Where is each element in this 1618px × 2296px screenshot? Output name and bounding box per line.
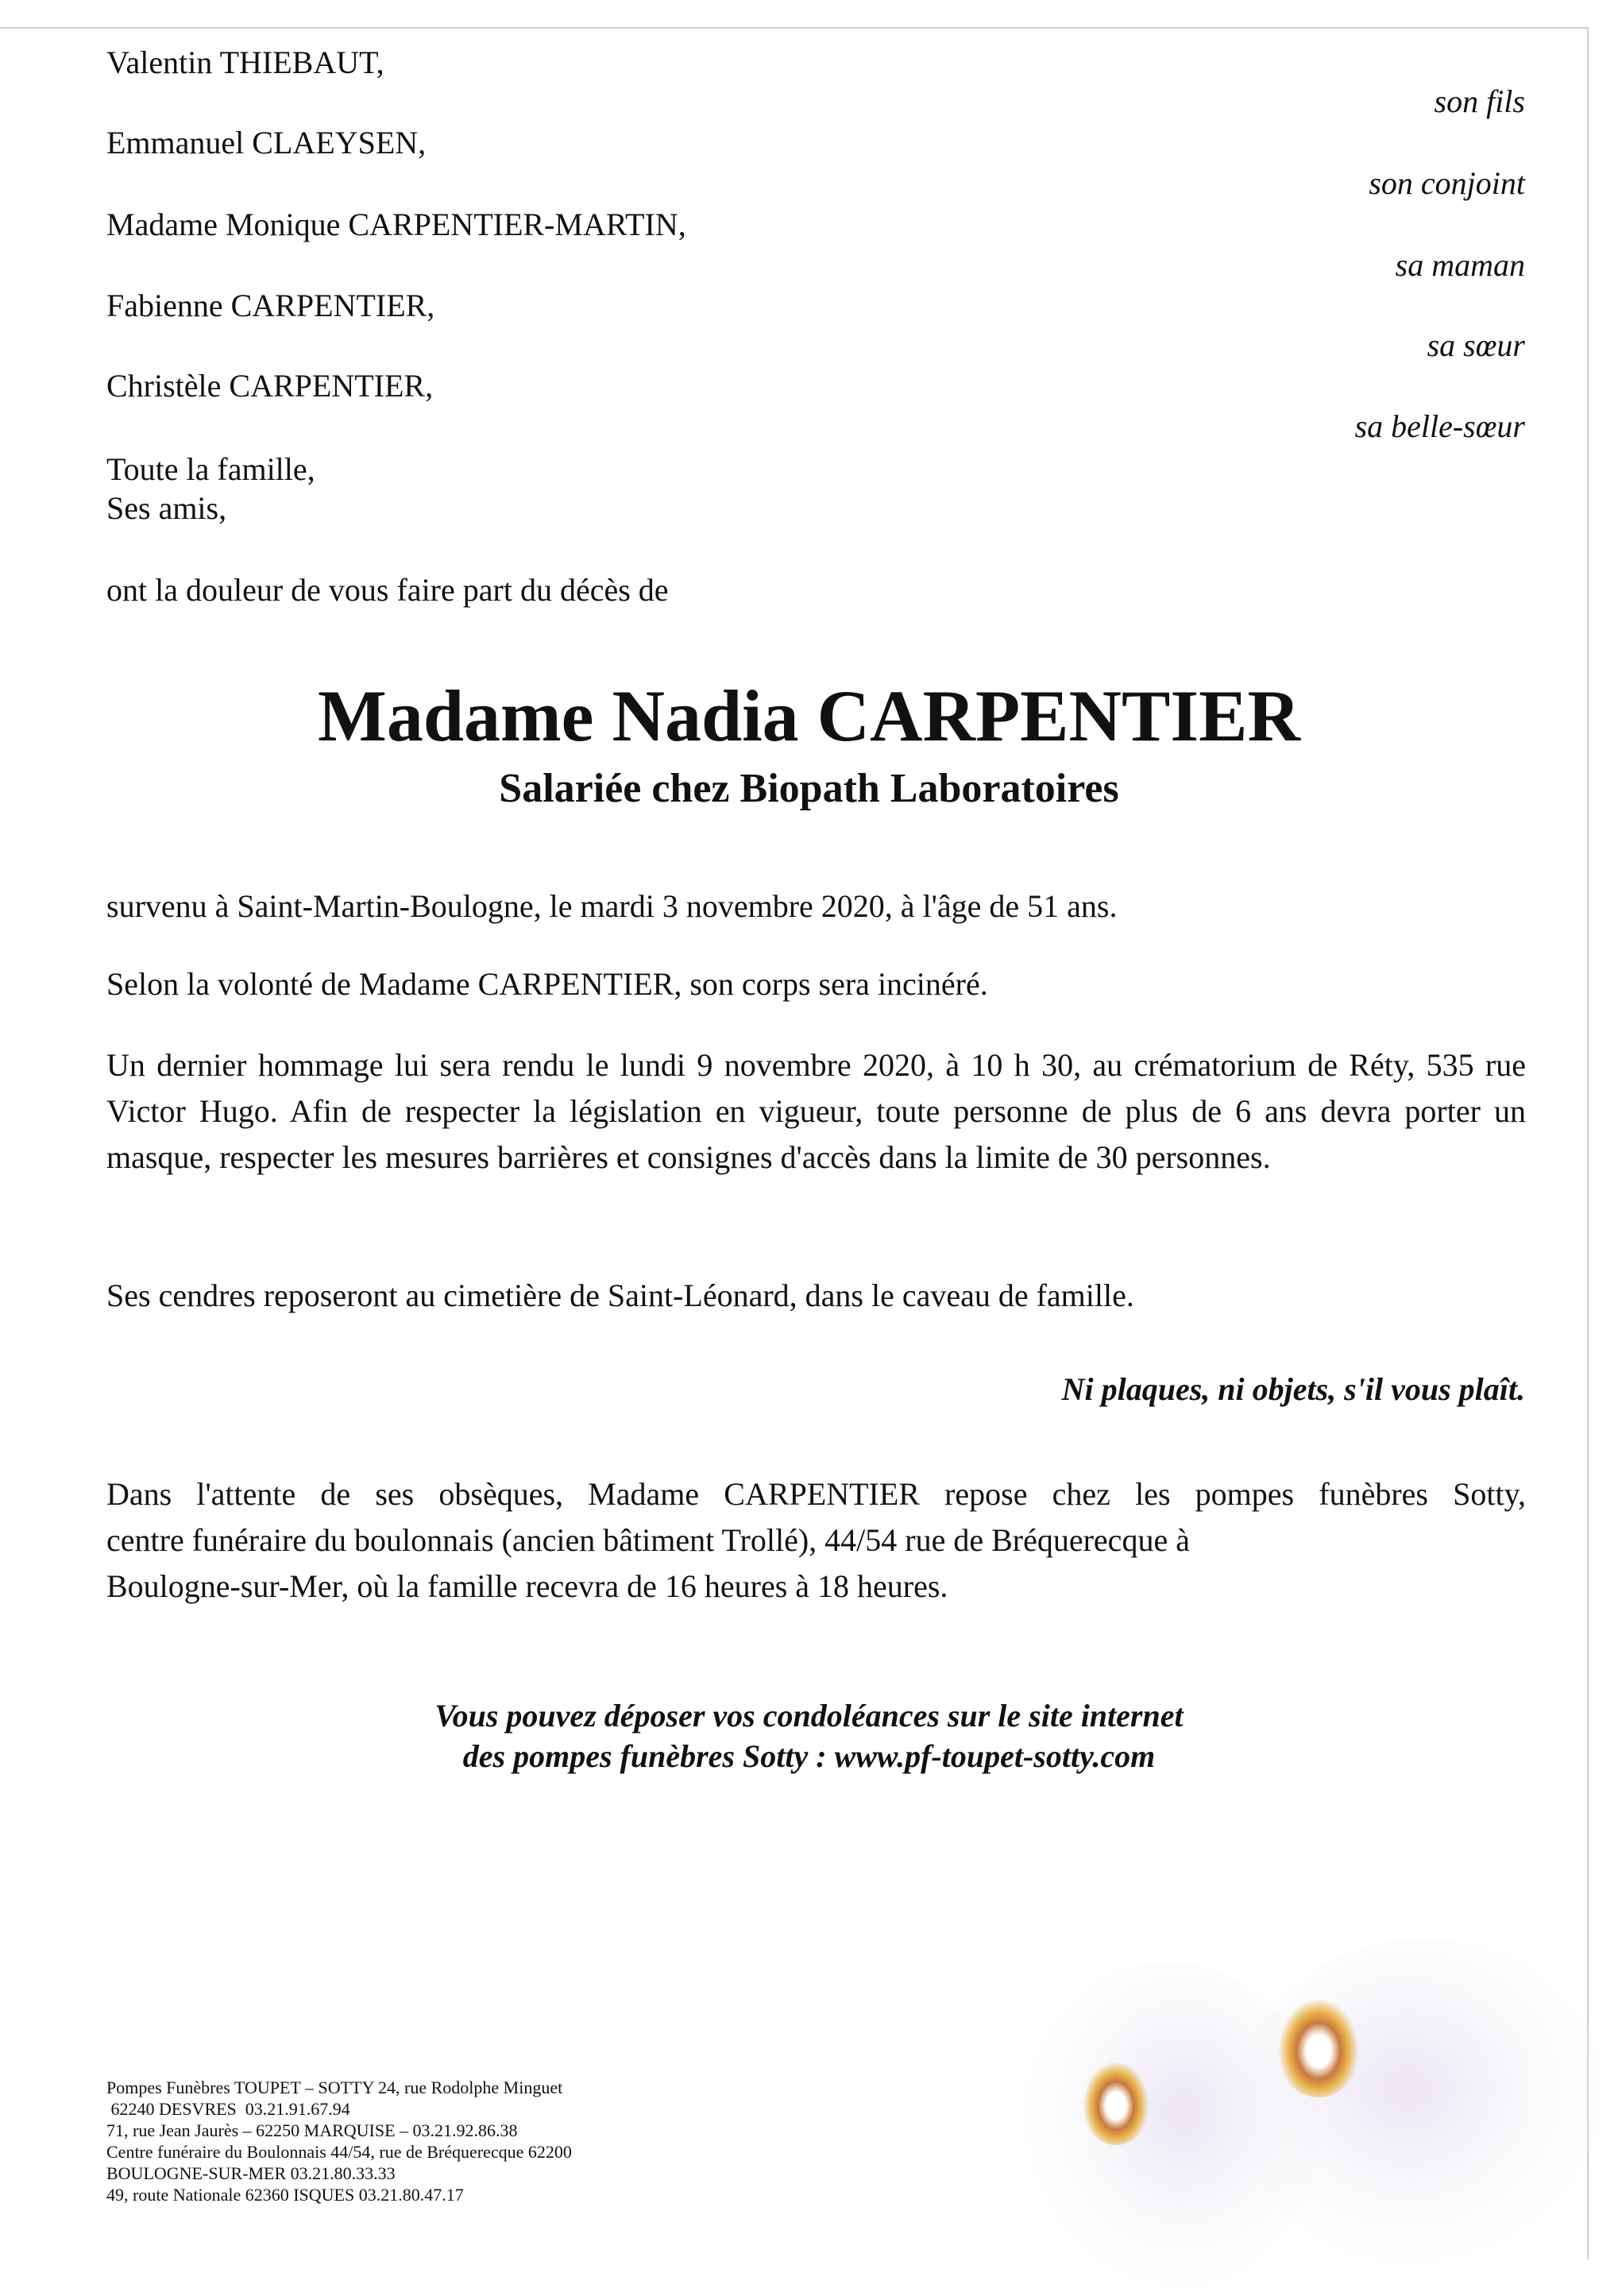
rest-line: centre funéraire du boulonnais (ancien bâtiment Trollé), 44/54 rue de Bréquerecque à [106, 1522, 1190, 1558]
footer-line: Centre funéraire du Boulonnais 44/54, rue de Bréquerecque 62200 [106, 2142, 572, 2162]
family-name: Fabienne CARPENTIER, [106, 288, 435, 323]
family-name: Madame Monique CARPENTIER-MARTIN, [106, 207, 686, 242]
ashes-paragraph: Ses cendres reposeront au cimetière de Saint-Léonard, dans le caveau de famille. [106, 1277, 1134, 1313]
rest-paragraph [106, 1471, 1526, 1610]
family-others: Toute la famille, [106, 451, 315, 487]
family-name: Valentin THIEBAUT, [106, 44, 384, 80]
orchid-image [1239, 1938, 1612, 2272]
family-relation: sa sœur [1427, 327, 1525, 363]
footer-line: 62240 DESVRES 03.21.91.67.94 [106, 2099, 350, 2119]
deceased-subtitle: Salariée chez Biopath Laboratoires [499, 766, 1119, 811]
deceased-name: Madame Nadia CARPENTIER [318, 675, 1300, 756]
no-flowers-note: Ni plaques, ni objets, s'il vous plaît. [1061, 1371, 1525, 1407]
wish-paragraph: Selon la volonté de Madame CARPENTIER, son corps sera incinéré. [106, 966, 988, 1002]
footer-line: BOULOGNE-SUR-MER 03.21.80.33.33 [106, 2163, 396, 2183]
orchid-center-icon [1080, 2058, 1152, 2145]
condolences-line: des pompes funèbres Sotty : www.pf-toupet-sotty.com [462, 1738, 1156, 1774]
footer-line: 71, rue Jean Jaurès – 62250 MARQUISE – 03.21.92.86.38 [106, 2120, 518, 2140]
rest-line: Boulogne-sur-Mer, où la famille recevra de 16 heures à 18 heures. [106, 1568, 948, 1604]
family-relation: son conjoint [1369, 165, 1525, 201]
family-relation: sa belle-sœur [1354, 408, 1525, 444]
family-name: Christèle CARPENTIER, [106, 368, 434, 404]
condolences-line: Vous pouvez déposer vos condoléances sur le site internet [434, 1698, 1184, 1734]
ceremony-paragraph: Un dernier hommage lui sera rendu le lundi 9 novembre 2020, à 10 h 30, au crématorium de Réty, 535 rue Victor Hugo. Afin de respecter la législation en vigueur, toute personne de plus de 6 ans devra porter un masque, respecter les mesures barrières et consignes d'accès dans la limite de 30 personnes. [106, 1047, 1526, 1175]
family-name: Emmanuel CLAEYSEN, [106, 125, 427, 160]
family-relation: son fils [1434, 83, 1525, 119]
family-others: Ses amis, [106, 490, 227, 526]
death-paragraph: survenu à Saint-Martin-Boulogne, le mardi 3 novembre 2020, à l'âge de 51 ans. [106, 888, 1118, 924]
rest-line: Dans l'attente de ses obsèques, Madame CARPENTIER repose chez les pompes funèbres Sotty, [106, 1476, 1526, 1512]
footer-line: Pompes Funèbres TOUPET – SOTTY 24, rue Rodolphe Minguet [106, 2078, 563, 2097]
orchid-center-icon [1275, 1994, 1362, 2097]
family-relation: sa maman [1395, 247, 1525, 283]
announcement-intro: ont la douleur de vous faire part du décès de [106, 572, 669, 608]
footer-line: 49, route Nationale 62360 ISQUES 03.21.80.47.17 [106, 2185, 464, 2205]
funeral-home-footer [106, 2077, 572, 2205]
